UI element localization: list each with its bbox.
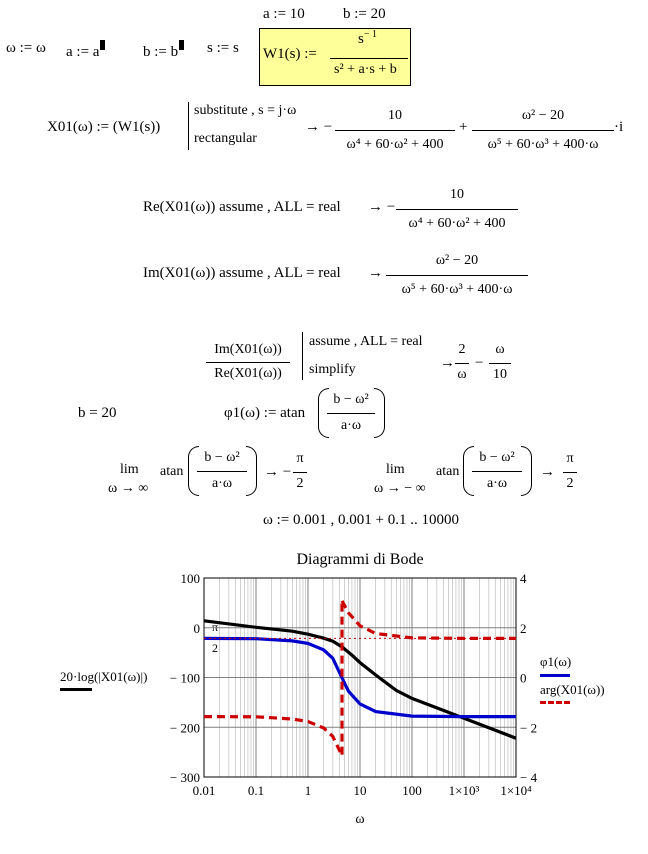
- phi-lhs: φ1(ω) := atan: [224, 405, 306, 421]
- im-denominator: ω⁵ + 60·ω³ + 400·ω: [401, 282, 513, 297]
- series-line-2: [204, 717, 342, 755]
- x-tick-label: 0.01: [192, 783, 216, 798]
- b-symbolic-text: b := b: [143, 44, 179, 60]
- lim2-right-paren: [521, 446, 532, 496]
- ratio-keyword-bracket: [302, 332, 303, 380]
- lim1-bar: [197, 471, 247, 472]
- re-bar: [396, 209, 518, 210]
- ratio-keyword-assume: assume , ALL = real: [309, 334, 423, 349]
- ratio-denominator: Re(X01(ω)): [214, 366, 282, 381]
- lim1-denominator: a·ω: [211, 476, 233, 491]
- lim2-result-pi: π: [566, 451, 574, 466]
- b-symbolic-definition: [143, 40, 184, 61]
- im-arrow: →: [368, 265, 383, 281]
- x01-term1-bar: [335, 130, 455, 131]
- phi-numerator: b − ω²: [333, 392, 369, 407]
- lim1-result-two: 2: [296, 476, 304, 491]
- lim1-subscript: ω → ∞: [108, 481, 149, 496]
- left-axis-legend-line: [60, 688, 92, 691]
- x01-keyword-rectangular: rectangular: [194, 131, 257, 146]
- lim1-result-pi: π: [296, 451, 304, 466]
- lim2-atan: atan: [436, 464, 460, 479]
- re-numerator: 10: [450, 187, 464, 202]
- re-arrow: → −: [368, 199, 396, 215]
- a-symbolic-text: a := a: [66, 44, 100, 60]
- w1-num-base: s: [358, 31, 364, 47]
- phi1-legend-line: [540, 674, 570, 677]
- x01-arrow: → −: [305, 119, 333, 135]
- right-label-arg: arg(X01(ω)): [540, 682, 605, 697]
- x-tick-label: 10: [353, 783, 367, 798]
- x-tick-label: 1: [304, 783, 312, 798]
- y-tick-label-left: − 200: [169, 720, 200, 736]
- b-evaluation: b = 20: [78, 405, 117, 421]
- x01-imag-unit: ·i: [614, 119, 624, 135]
- arg-legend-line: [540, 701, 570, 704]
- lim2-result-bar: [563, 472, 577, 473]
- y-tick-label-left: 100: [180, 571, 200, 586]
- ratio-minus: −: [475, 355, 484, 371]
- x-axis-label: ω: [355, 812, 365, 827]
- w1-denominator: s² + a·s + b: [334, 62, 397, 77]
- x01-plus: +: [459, 119, 468, 135]
- omega-range-definition: ω := 0.001 , 0.001 + 0.1 .. 10000: [263, 512, 459, 528]
- y-tick-label-right: − 4: [520, 770, 538, 785]
- s-symbolic-definition: s := s: [207, 40, 239, 56]
- a-definition: a := 10: [263, 6, 305, 22]
- lim1-atan: atan: [160, 464, 184, 479]
- x01-term1-numerator: 10: [388, 108, 402, 123]
- series-line-1: [204, 638, 516, 716]
- x01-lhs: X01(ω) := (W1(s)): [47, 119, 161, 135]
- phi-bar: [327, 413, 375, 414]
- left-axis-label: 20·log(|X01(ω)|): [60, 669, 148, 684]
- chart-title: Diagrammi di Bode: [296, 551, 424, 568]
- im-bar: [386, 275, 528, 276]
- y-tick-label-right: 2: [520, 620, 527, 636]
- im-numerator: ω² − 20: [435, 253, 479, 268]
- b-definition: b := 20: [343, 6, 386, 22]
- lim1-result-bar: [293, 472, 307, 473]
- ratio-result2-bar: [489, 363, 511, 364]
- series-line-2: [342, 601, 516, 639]
- a-symbolic-definition: [66, 40, 105, 61]
- omega-symbolic-definition: ω := ω: [6, 40, 46, 56]
- lim1-numerator: b − ω²: [204, 450, 240, 465]
- ratio-result2-numerator: ω: [495, 342, 505, 357]
- ratio-result2-denominator: 10: [493, 367, 507, 382]
- lim2-denominator: a·ω: [486, 476, 508, 491]
- y-tick-label-right: 4: [520, 571, 527, 586]
- cursor-mark: [179, 40, 184, 50]
- lim2-bar: [472, 471, 522, 472]
- series-line-0: [204, 621, 516, 738]
- lim2-result-arrow: →: [540, 464, 555, 480]
- lim2-subscript: ω → − ∞: [374, 481, 426, 496]
- pi-over-2-bar: [210, 639, 222, 640]
- w1-fraction-bar: [330, 58, 408, 59]
- ratio-keyword-simplify: simplify: [309, 362, 356, 377]
- cursor-mark: [100, 40, 105, 50]
- ratio-result1-bar: [455, 363, 469, 364]
- x-tick-label: 1×10⁴: [500, 783, 532, 798]
- phi-right-paren: [374, 388, 385, 438]
- ratio-arrow: →: [440, 355, 455, 371]
- pi-over-2-numerator: π: [212, 620, 219, 634]
- x01-term2-denominator: ω⁵ + 60·ω³ + 400·ω: [487, 137, 599, 152]
- x-tick-label: 100: [402, 783, 422, 798]
- ratio-numerator: Im(X01(ω)): [214, 342, 282, 357]
- right-label-phi1: φ1(ω): [540, 654, 572, 669]
- lim2-result-two: 2: [566, 476, 574, 491]
- w1-definition-box[interactable]: [259, 28, 411, 86]
- lim2-word: lim: [386, 462, 405, 477]
- y-tick-label-left: − 300: [169, 770, 200, 785]
- y-tick-label-left: 0: [193, 620, 200, 636]
- plot-frame: [204, 578, 516, 777]
- x-tick-label: 1×10³: [448, 783, 480, 798]
- w1-num-exponent: − 1: [363, 29, 377, 40]
- lim1-result-arrow: → −: [264, 464, 292, 480]
- ratio-result1-numerator: 2: [458, 342, 466, 357]
- x01-keyword-substitute: substitute , s = j·ω: [194, 103, 297, 118]
- pi-over-2-denominator: 2: [212, 641, 218, 655]
- ratio-result1-denominator: ω: [457, 367, 467, 382]
- w1-lhs: W1(s) :=: [263, 46, 317, 62]
- x01-term2-numerator: ω² − 20: [521, 108, 565, 123]
- y-tick-label-left: − 100: [169, 670, 200, 686]
- x01-term2-bar: [472, 130, 614, 131]
- ratio-bar: [206, 362, 290, 363]
- lim1-right-paren: [246, 446, 257, 496]
- lim1-word: lim: [120, 462, 139, 477]
- re-denominator: ω⁴ + 60·ω² + 400: [408, 216, 506, 231]
- x-tick-label: 0.1: [247, 783, 265, 798]
- phi-denominator: a·ω: [340, 418, 362, 433]
- y-tick-label-right: 0: [520, 670, 527, 686]
- lim2-numerator: b − ω²: [479, 450, 515, 465]
- y-tick-label-right: − 2: [520, 720, 538, 736]
- re-lhs: Re(X01(ω)) assume , ALL = real: [143, 199, 341, 215]
- x01-keyword-bracket: [188, 102, 189, 150]
- w1-numerator: [358, 31, 377, 48]
- x01-term1-denominator: ω⁴ + 60·ω² + 400: [346, 137, 444, 152]
- im-lhs: Im(X01(ω)) assume , ALL = real: [143, 265, 341, 281]
